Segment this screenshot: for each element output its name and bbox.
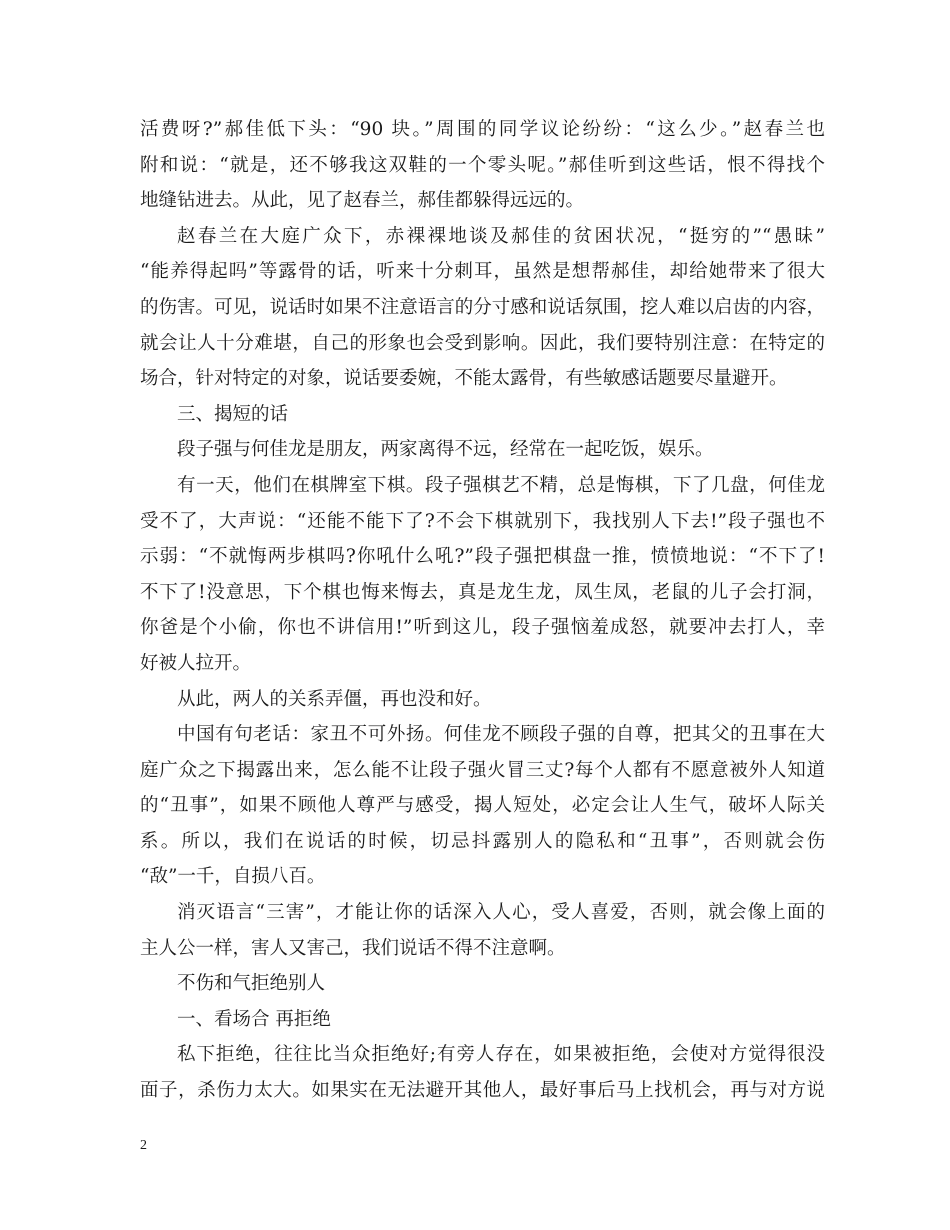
text-line: 场合，针对特定的对象，说话要委婉，不能太露骨，有些敏感话题要尽量避开。 — [140, 368, 788, 390]
text-line: 不下了!没意思，下个棋也悔来悔去，真是龙生龙，凤生凤，老鼠的儿子会打洞， — [140, 581, 825, 603]
paragraph — [140, 219, 825, 397]
paragraph — [140, 112, 825, 219]
text-line: 活费呀?”郝佳低下头：“90 块。”周围的同学议论纷纷：“这么少。”赵春兰也 — [140, 119, 825, 140]
text-line: 主人公一样，害人又害己，我们说话不得不注意啊。 — [140, 937, 566, 959]
text-line: 从此，两人的关系弄僵，再也没和好。 — [177, 688, 492, 710]
text-line: 好被人拉开。 — [140, 652, 252, 674]
text-line: “能养得起吗”等露骨的话，听来十分刺耳，虽然是想帮郝佳，却给她带来了很大 — [140, 261, 825, 283]
text-line: 示弱：“不就悔两步棋吗?你吼什么吼?”段子强把棋盘一推，愤愤地说：“不下了! — [140, 546, 825, 568]
text-line: 的“丑事”，如果不顾他人尊严与感受，揭人短处，必定会让人生气，破坏人际关 — [140, 795, 825, 817]
text-line: 一、看场合 再拒绝 — [177, 1008, 331, 1030]
document-body — [140, 112, 825, 1109]
text-line: 有一天，他们在棋牌室下棋。段子强棋艺不精，总是悔棋，下了几盘，何佳龙 — [177, 474, 825, 496]
paragraph — [140, 468, 825, 682]
text-line: 段子强与何佳龙是朋友，两家离得不远，经常在一起吃饭，娱乐。 — [177, 439, 714, 461]
text-line: 不伤和气拒绝别人 — [177, 973, 326, 995]
text-line: 的伤害。可见，说话时如果不注意语言的分寸感和说话氛围，挖人难以启齿的内容， — [140, 296, 825, 318]
page-number: 2 — [140, 1138, 147, 1153]
text-line: 面子，杀伤力太大。如果实在无法避开其他人，最好事后马上找机会，再与对方说 — [140, 1080, 825, 1102]
text-line: 你爸是个小偷，你也不讲信用!”听到这儿，段子强恼羞成怒，就要冲去打人，幸 — [140, 617, 825, 639]
text-line: 庭广众之下揭露出来，怎么能不让段子强火冒三丈?每个人都有不愿意被外人知道 — [140, 759, 825, 781]
paragraph — [140, 432, 825, 468]
text-line: 赵春兰在大庭广众下，赤裸裸地谈及郝佳的贫困状况，“挺穷的”“愚昧” — [177, 225, 825, 247]
text-line: 消灭语言“三害”，才能让你的话深入人心，受人喜爱，否则，就会像上面的 — [177, 902, 825, 924]
text-line: “敌”一千，自损八百。 — [140, 866, 326, 888]
text-line: 中国有句老话：家丑不可外扬。何佳龙不顾段子强的自尊，把其父的丑事在大 — [177, 724, 825, 746]
paragraph — [140, 1037, 825, 1108]
text-line: 附和说：“就是，还不够我这双鞋的一个零头呢。”郝佳听到这些话，恨不得找个 — [140, 154, 825, 176]
paragraph — [140, 966, 825, 1002]
text-line: 就会让人十分难堪，自己的形象也会受到影响。因此，我们要特别注意：在特定的 — [140, 332, 825, 354]
text-line: 私下拒绝，往往比当众拒绝好;有旁人存在，如果被拒绝，会使对方觉得很没 — [177, 1044, 825, 1066]
paragraph — [140, 1002, 825, 1038]
text-line: 地缝钻进去。从此，见了赵春兰，郝佳都躲得远远的。 — [140, 190, 585, 212]
paragraph — [140, 717, 825, 895]
text-line: 三、揭短的话 — [177, 403, 289, 425]
paragraph — [140, 397, 825, 433]
text-line: 受不了，大声说：“还能不能下了?不会下棋就别下，我找别人下去!”段子强也不 — [140, 510, 825, 532]
paragraph — [140, 682, 825, 718]
paragraph — [140, 895, 825, 966]
text-line: 系。所以，我们在说话的时候，切忌抖露别人的隐私和“丑事”，否则就会伤 — [140, 830, 825, 852]
